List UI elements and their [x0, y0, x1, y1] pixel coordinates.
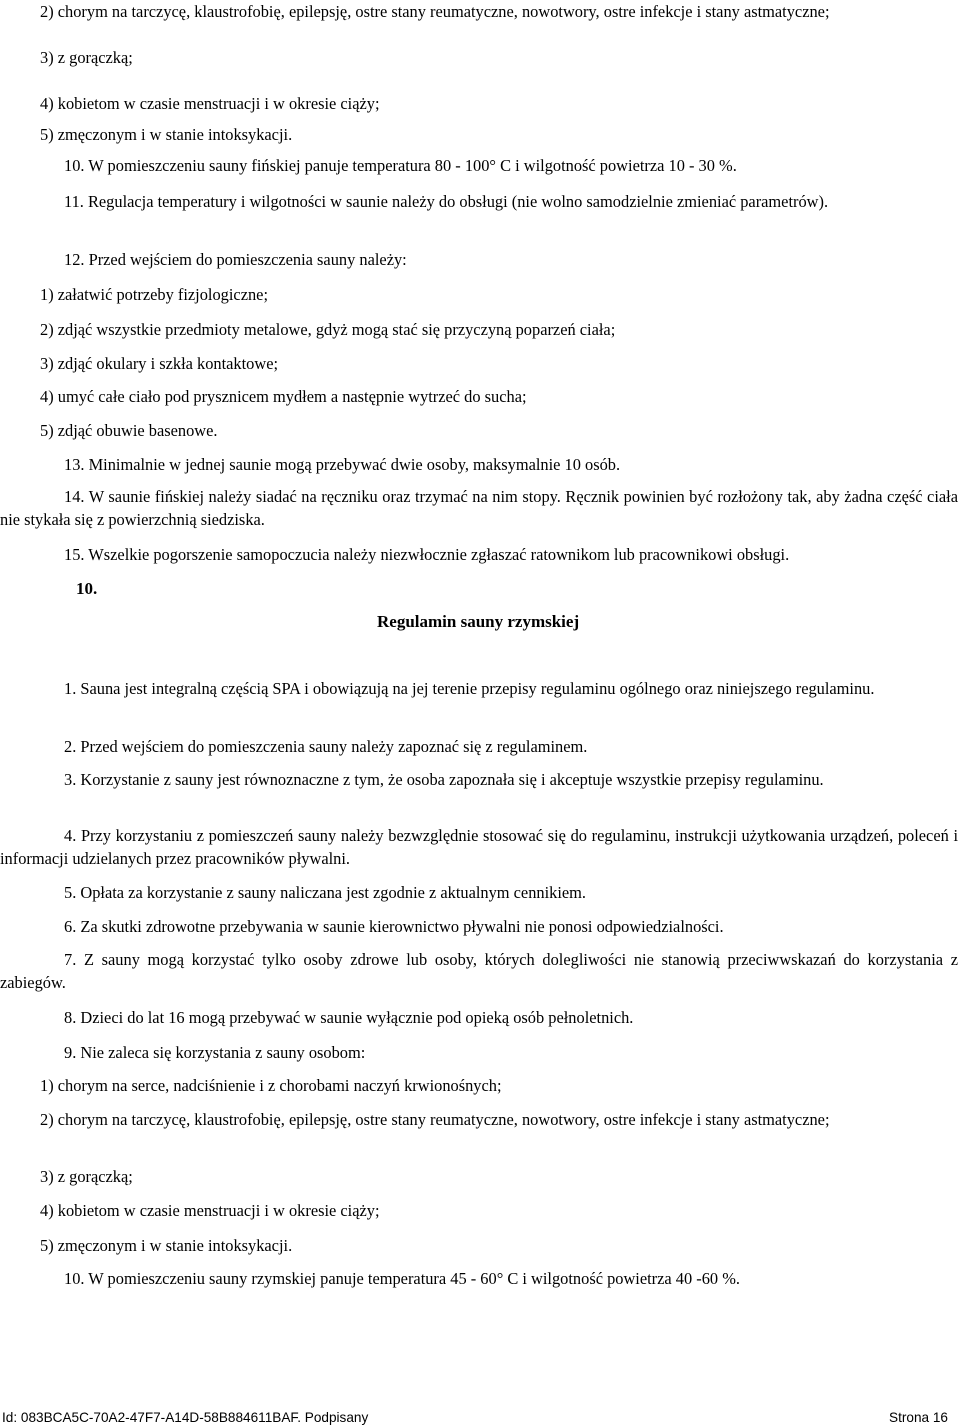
paragraph: 14. W saunie fińskiej należy siadać na ręczniku oraz trzymać na nim stopy. Ręcznik powinien być rozłożony tak, aby żadna część ciała nie stykała się z powierzchnią siedziska.	[0, 487, 958, 529]
list-item: 3) zdjąć okulary i szkła kontaktowe;	[40, 354, 279, 373]
paragraph: 12. Przed wejściem do pomieszczenia sauny należy:	[64, 250, 407, 269]
list-item: 4) umyć całe ciało pod prysznicem mydłem a następnie wytrzeć do sucha;	[40, 387, 527, 406]
paragraph: 8. Dzieci do lat 16 mogą przebywać w saunie wyłącznie pod opieką osób pełnoletnich.	[64, 1008, 634, 1027]
section-title: Regulamin sauny rzymskiej	[377, 612, 580, 631]
paragraph: 9. Nie zaleca się korzystania z sauny osobom:	[64, 1043, 366, 1062]
list-item: 1) załatwić potrzeby fizjologiczne;	[40, 285, 268, 304]
list-item: 5) zmęczonym i w stanie intoksykacji.	[40, 125, 293, 144]
paragraph: 4. Przy korzystaniu z pomieszczeń sauny należy bezwzględnie stosować się do regulaminu, instrukcji użytkowania urządzeń, poleceń i informacji udzielanych przez pracowników pływalni.	[0, 826, 958, 868]
list-item: 3) z gorączką;	[40, 1167, 133, 1186]
paragraph: 2. Przed wejściem do pomieszczenia sauny należy zapoznać się z regulaminem.	[64, 737, 588, 756]
paragraph: 6. Za skutki zdrowotne przebywania w saunie kierownictwo pływalni nie ponosi odpowiedzialności.	[64, 917, 724, 936]
paragraph: 3. Korzystanie z sauny jest równoznaczne z tym, że osoba zapoznała się i akceptuje wszystkie przepisy regulaminu.	[64, 770, 824, 789]
page-footer	[0, 1408, 960, 1428]
paragraph: 7. Z sauny mogą korzystać tylko osoby zdrowe lub osoby, których dolegliwości nie stanowią przeciwwskazań do korzystania z zabiegów.	[0, 950, 958, 992]
list-item: 2) chorym na tarczycę, klaustrofobię, epilepsję, ostre stany reumatyczne, nowotwory, ostre infekcje i stany astmatyczne;	[40, 2, 830, 21]
section-number: 10.	[76, 579, 98, 598]
list-item: 1) chorym na serce, nadciśnienie i z chorobami naczyń krwionośnych;	[40, 1076, 502, 1095]
list-item: 4) kobietom w czasie menstruacji i w okresie ciąży;	[40, 94, 380, 113]
list-item: 4) kobietom w czasie menstruacji i w okresie ciąży;	[40, 1201, 380, 1220]
document-id: Id: 083BCA5C-70A2-47F7-A14D-58B884611BAF. Podpisany	[2, 1410, 369, 1425]
paragraph: 10. W pomieszczeniu sauny rzymskiej panuje temperatura 45 - 60° C i wilgotność powietrza 40 -60 %.	[64, 1269, 740, 1288]
paragraph: 10. W pomieszczeniu sauny fińskiej panuje temperatura 80 - 100° C i wilgotność powietrza 10 - 30 %.	[64, 156, 737, 175]
paragraph: 1. Sauna jest integralną częścią SPA i obowiązują na jej terenie przepisy regulaminu ogólnego oraz niniejszego regulaminu.	[64, 679, 875, 698]
paragraph: 5. Opłata za korzystanie z sauny naliczana jest zgodnie z aktualnym cennikiem.	[64, 883, 587, 902]
list-item: 5) zdjąć obuwie basenowe.	[40, 421, 218, 440]
paragraph: 11. Regulacja temperatury i wilgotności w saunie należy do obsługi (nie wolno samodzielnie zmieniać parametrów).	[64, 192, 829, 211]
page-number: Strona 16	[889, 1410, 948, 1425]
paragraph: 13. Minimalnie w jednej saunie mogą przebywać dwie osoby, maksymalnie 10 osób.	[64, 455, 621, 474]
list-item: 3) z gorączką;	[40, 48, 133, 67]
paragraph: 15. Wszelkie pogorszenie samopoczucia należy niezwłocznie zgłaszać ratownikom lub pracownikowi obsługi.	[64, 545, 790, 564]
list-item: 2) chorym na tarczycę, klaustrofobię, epilepsję, ostre stany reumatyczne, nowotwory, ostre infekcje i stany astmatyczne;	[40, 1110, 830, 1129]
list-item: 5) zmęczonym i w stanie intoksykacji.	[40, 1236, 293, 1255]
list-item: 2) zdjąć wszystkie przedmioty metalowe, gdyż mogą stać się przyczyną poparzeń ciała;	[40, 320, 616, 339]
